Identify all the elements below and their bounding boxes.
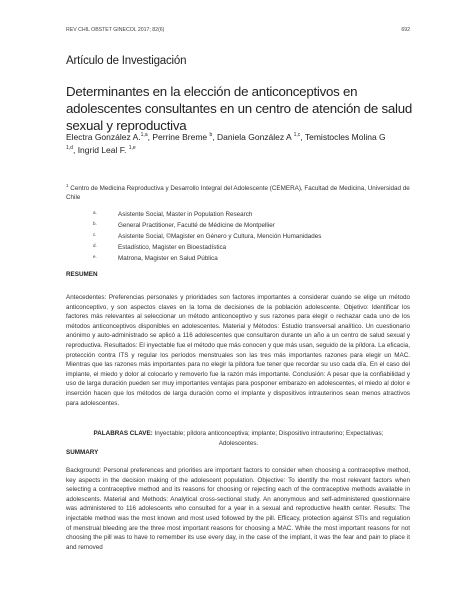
running-header xyxy=(66,27,410,33)
section-label: Artículo de Investigación xyxy=(66,55,187,67)
resumen-paragraph: Antecedentes: Preferencias personales y prioridades son factores importantes a considerar cuando se elige un método anticonceptivo, y son aspectos claves en la toma de decisiones de la población adolescente. Objetivo: Identificar los factores más relevantes al seleccionar un método anticonceptivo y sus razones para elegir o rechazar cada uno de los métodos anticonceptivos disponibles en adolescentes. Material y Métodos: Estudio transversal analítico. Un cuestionario anónimo y auto-administrado se aplicó a 116 adolescentes que consultaron durante un año a un centro de salud sexual y reproductiva. Resultados: El inyectable fue el método que más conocen y que más usan, seguido de la píldora. La eficacia, protección contra ITS y regular los períodos menstruales son las tres más importantes razones para elegir un MAC. Mientras que las razones más importantes para no elegir la píldora fue tener que recordar su uso cada día. En el caso del implante, el miedo y dolor al colocarlo y removerlo fue la razón más importante. Conclusión: A pesar que la confiabilidad y uso de larga duración pueden ser muy importantes ventajas para posponer embarazo en adolescentes, el miedo al dolor e inserción hacen que los métodos de larga duración como el implante y dispositivos intrauterinos sean menos atractivos para adolescentes. xyxy=(66,294,410,407)
author-name: Electra González A. xyxy=(66,131,141,142)
author-affiliation-mark: 1,d xyxy=(66,144,73,151)
article-title: Determinantes en la elección de anticonceptivos en adolescentes consultantes en un centro de atención de salud sexual y reproductiva xyxy=(66,84,412,133)
role-item xyxy=(93,233,413,244)
role-key: c. xyxy=(93,232,97,237)
author-name: Perrine Breme xyxy=(152,131,208,142)
author-affiliation-mark: b xyxy=(209,132,213,138)
author-roles-list xyxy=(93,211,413,266)
role-item xyxy=(93,244,413,255)
author-name: Ingrid Leal F. xyxy=(77,144,127,155)
role-key: b. xyxy=(93,221,97,226)
role-item xyxy=(93,222,413,233)
author-separator: , xyxy=(72,144,78,155)
role-key: e. xyxy=(93,254,97,259)
role-text: Estadístico, Magister en Bioestadística xyxy=(118,244,227,251)
author-affiliation-mark: 1,c xyxy=(293,132,301,138)
affiliation-text: Centro de Medicina Reproductiva y Desarrollo Integral del Adolescente (CEMERA), Facultad de Medicina, Universidad de Chile xyxy=(66,185,410,202)
page-number: 692 xyxy=(401,27,410,33)
author-separator: , xyxy=(300,131,305,142)
affiliation-number: 1 xyxy=(66,183,69,188)
summary-heading: SUMMARY xyxy=(66,449,99,456)
author-name: Temistocles Molina G xyxy=(304,131,386,142)
role-key: a. xyxy=(93,210,97,215)
author-name: Daniela González A xyxy=(217,131,292,142)
role-text: Matrona, Magister en Salud Pública xyxy=(118,255,218,262)
keywords-label: PALABRAS CLAVE: xyxy=(93,430,153,437)
author-separator: , xyxy=(212,131,218,142)
keywords-text: Inyectable; píldora anticonceptiva; implante; Dispositivo intrauterino; Expectativas; Adolescentes. xyxy=(152,430,384,447)
role-key: d. xyxy=(93,243,97,248)
author-affiliation-mark: 1,e xyxy=(128,144,136,151)
author-affiliation-mark: 1,a xyxy=(140,132,148,138)
role-item xyxy=(93,211,413,222)
role-item xyxy=(93,255,413,266)
role-text: Asistente Social, ©Magister en Género y Cultura, Mención Humanidades xyxy=(118,233,322,240)
institution-affiliation xyxy=(66,181,411,202)
author-list xyxy=(66,130,416,156)
role-text: Asistente Social, Master in Population Research xyxy=(118,211,253,218)
journal-citation: REV CHIL OBSTET GINECOL 2017; 82(6) xyxy=(66,27,165,33)
author-separator: , xyxy=(147,131,153,142)
role-text: General Practitioner, Faculté de Médicine de Montpellier xyxy=(118,222,275,229)
resumen-heading: RESUMEN xyxy=(66,271,98,278)
keywords-block xyxy=(86,429,391,448)
summary-paragraph: Background: Personal preferences and priorities are important factors to consider when choosing a contraceptive method, key aspects in the decision making of the adolescent population. Objective: To identify the most relevant factors when selecting a contraceptive method and its reasons for choosing or rejecting each of the contraceptive methods available in adolescents. Material and Methods: Analytical cross-sectional study. An anonymous and self-administered questionnaire was administered to 116 adolescents who consulted for a year in a sexual and reproductive health center. Results: The injectable method was the most known and most used followed by the pill. Efficacy, protection against STIs and regulation of menstrual bleeding are the three most important reasons for choosing a MAC. While the most important reasons for not choosing the pill was to have to remember its use every day, in the case of the implant, it was the fear and pain to place it and removed xyxy=(66,467,410,551)
